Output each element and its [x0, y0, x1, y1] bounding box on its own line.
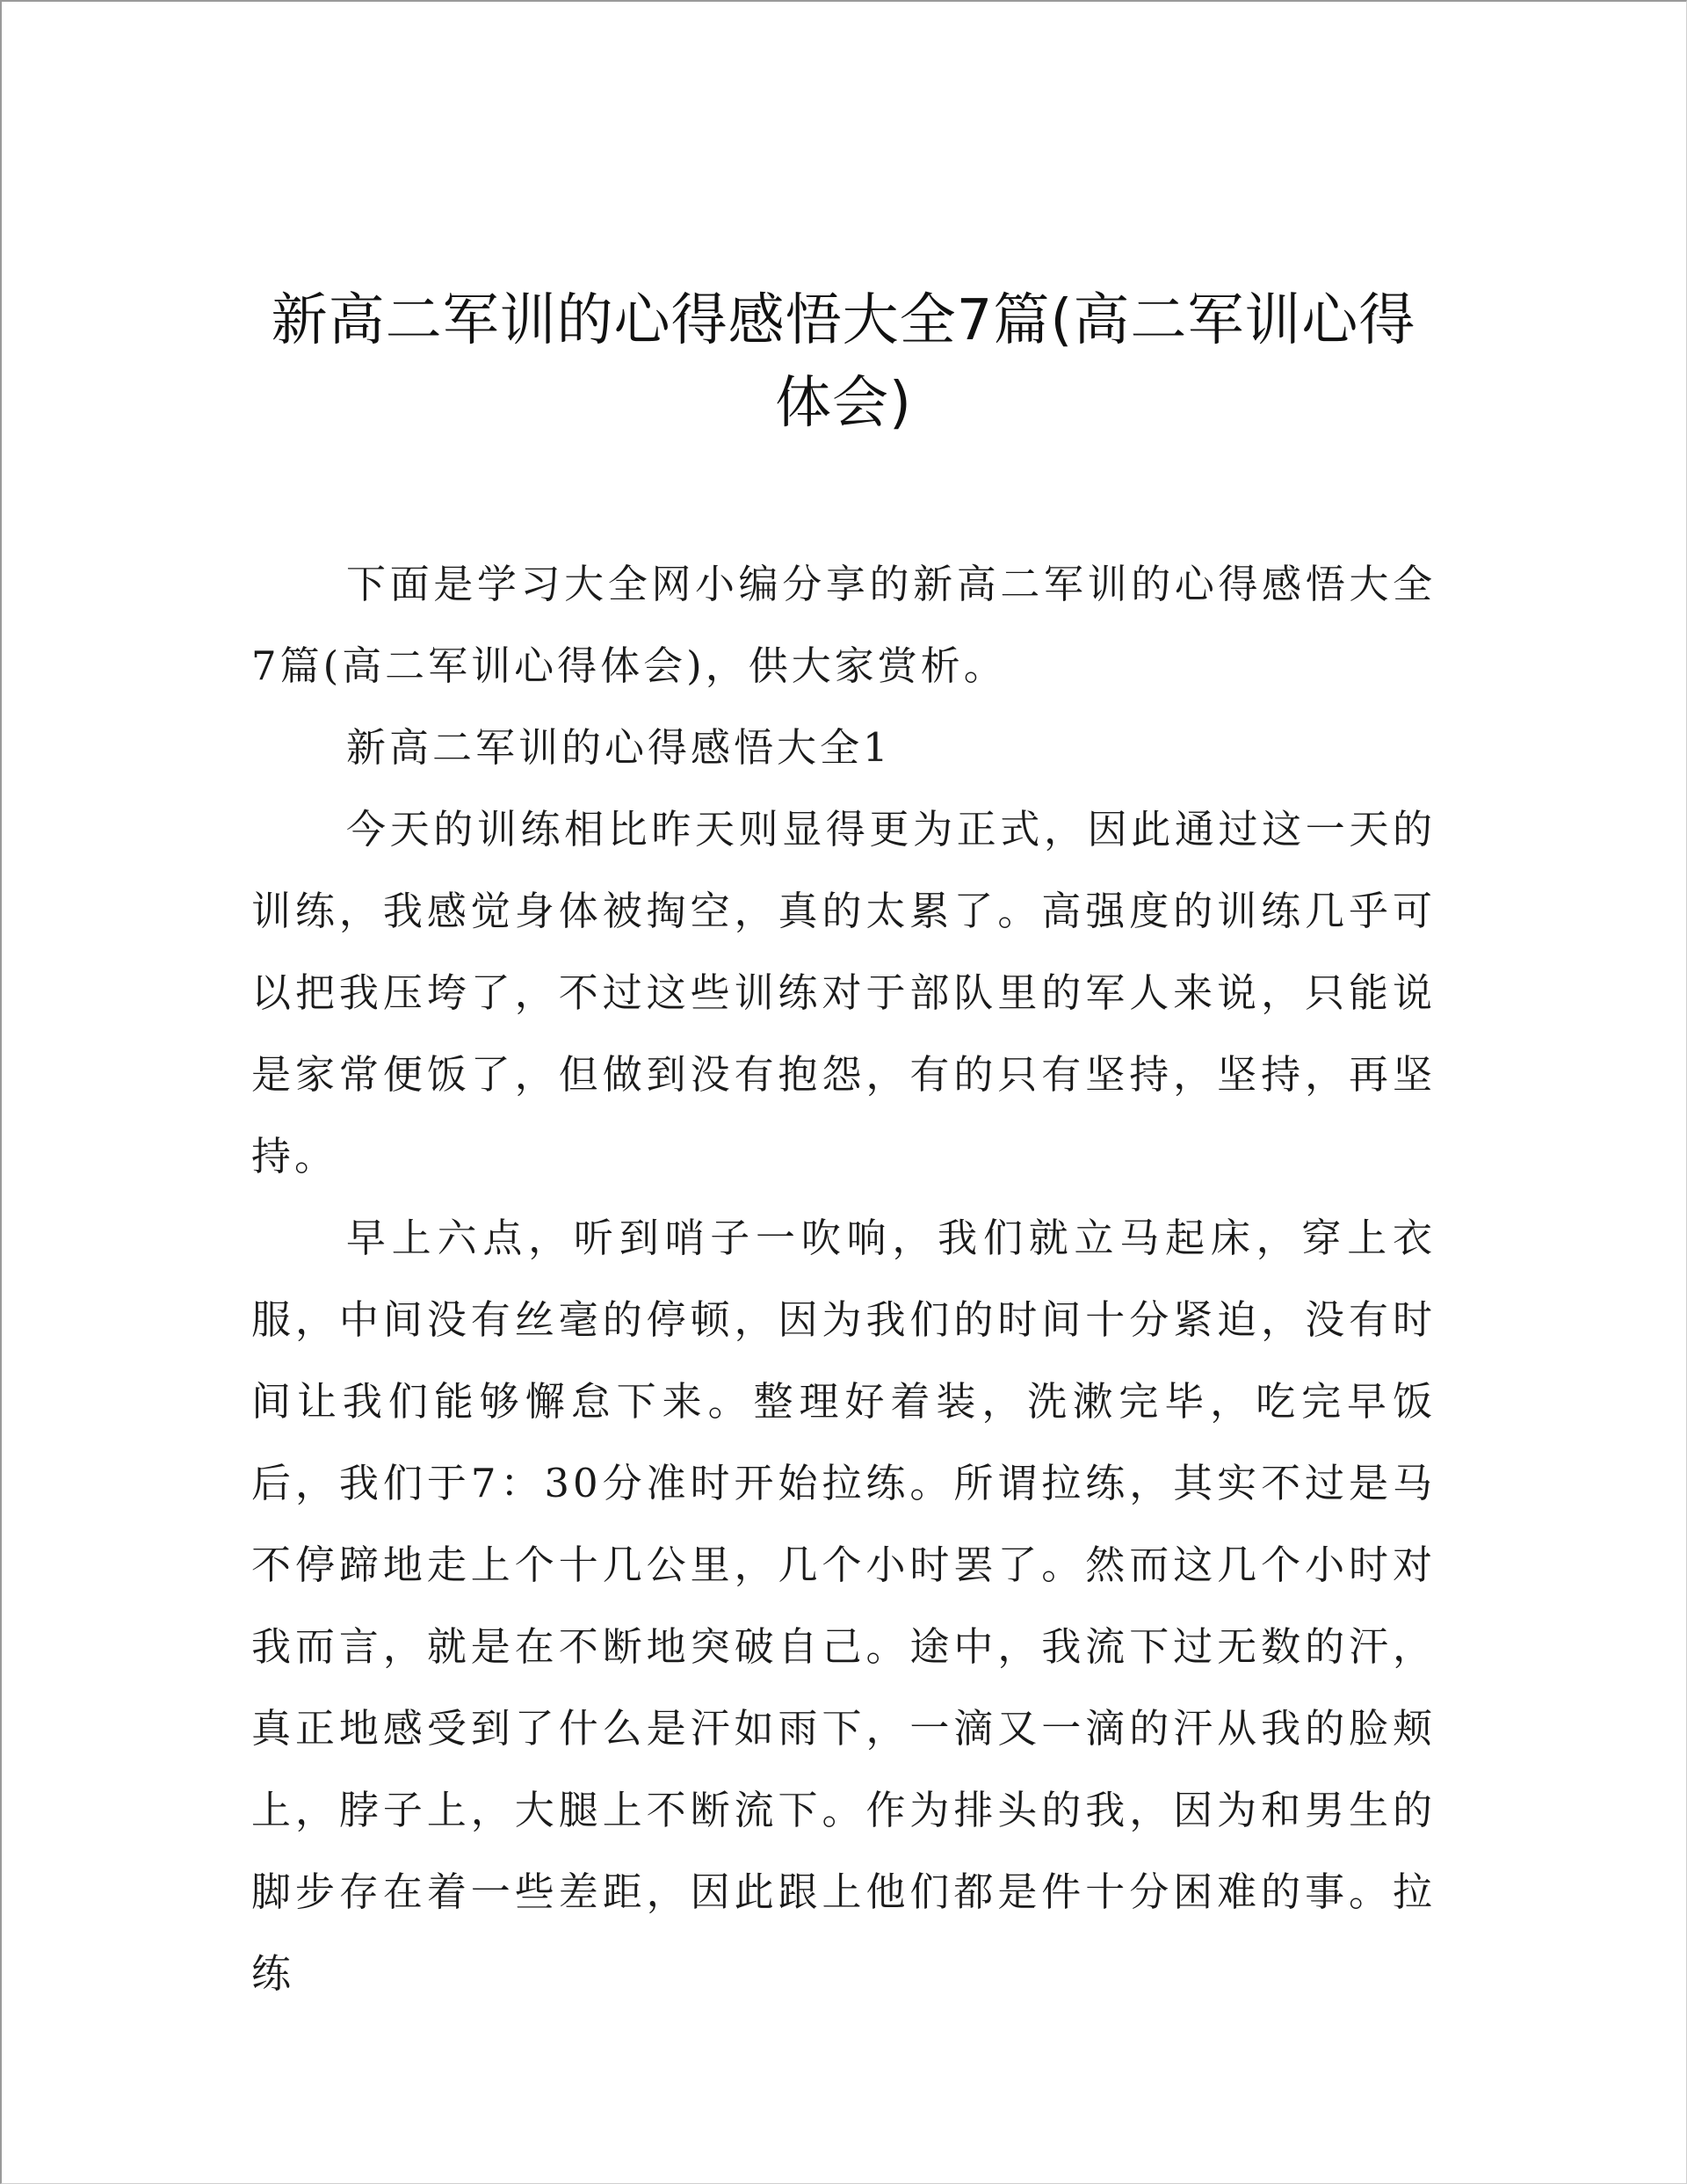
document-title: 新高二军训的心得感悟大全7篇(高二军训心得体会) — [271, 288, 1416, 436]
intro-paragraph: 下面是学习大全网小编分享的新高二军训的心得感悟大全7篇(高二军训心得体会)，供大家赏析。 — [251, 561, 1436, 689]
section-heading: 新高二军训的心得感悟大全1 — [346, 724, 892, 771]
body-paragraph-1: 今天的训练相比昨天则显得更为正式，因此通过这一天的训练，我感觉身体被掏空，真的太累了。高强度的训练几乎可以把我压垮了，不过这些训练对于部队里的军人来说，只能说是家常便饭了，但做到没有抱怨，有的只有坚持，坚持，再坚持。 — [251, 806, 1436, 1179]
body-paragraph-2: 早上六点，听到哨子一吹响，我们就立马起床，穿上衣服，中间没有丝毫的停顿，因为我们的时间十分紧迫，没有时间让我们能够懈怠下来。整理好着装，洗漱完毕，吃完早饭后，我们于7：30分准时开始拉练。所谓拉练，其实不过是马不停蹄地走上个十几公里，几个小时罢了。然而这几个小时对我而言，就是在不断地突破自己。途中，我流下过无数的汗，真正地感受到了什么是汗如雨下，一滴又一滴的汗从我的脸颊上，脖子上，大腿上不断流下。作为排头的我，因为和男生的脚步存在着一些差距，因此跟上他们都是件十分困难的事。拉练 — [251, 1215, 1436, 1997]
document-body — [251, 543, 1436, 2014]
